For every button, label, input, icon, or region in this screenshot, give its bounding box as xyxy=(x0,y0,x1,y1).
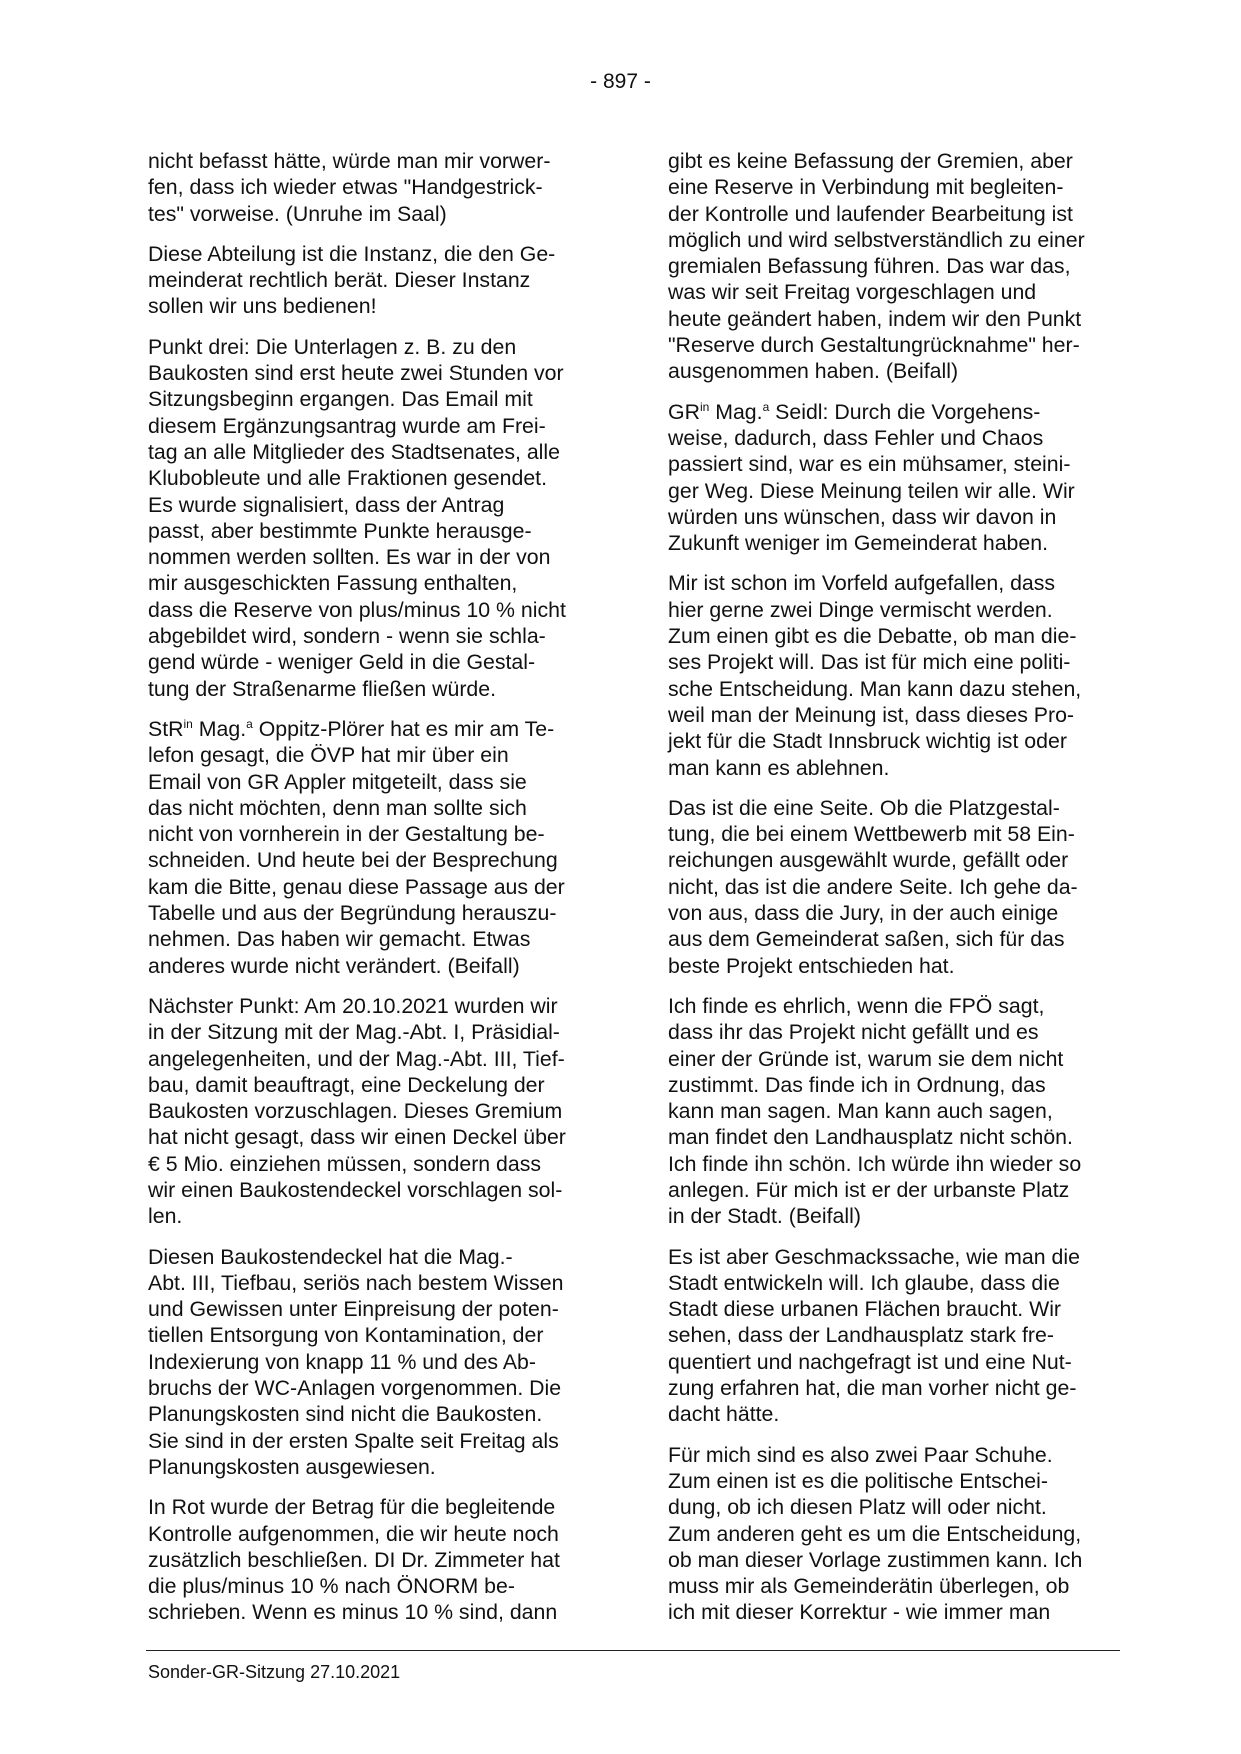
paragraph: Ich finde es ehrlich, wenn die FPÖ sagt, dass ihr das Projekt nicht gefällt und es einer der Gründe ist, warum sie dem nicht zustimmt. Das finde ich in Ordnung, das kann man sagen. Man kann auch sagen, man findet den Landhausplatz nicht schön. Ich finde ihn schön. Ich würde ihn wieder so anlegen. Für mich ist er der urbanste Platz in der Stadt. (Beifall) xyxy=(668,993,1082,1229)
paragraph: StR$^{in}$ Mag.$^a$ Oppitz-Plörer hat es mir am Te- lefon gesagt, die ÖVP hat mir über ein Email von GR Appler mitgeteilt, dass sie das nicht möchten, denn man sollte sich nicht von vornherein in der Gestaltung be- schneiden. Und heute bei der Besprechung kam die Bitte, genau diese Passage aus der Tabelle und aus der Begründung herauszu- nehmen. Das haben wir gemacht. Etwas anderes wurde nicht verändert. (Beifall) xyxy=(148,716,565,978)
paragraph: Diesen Baukostendeckel hat die Mag.- Abt. III, Tiefbau, seriös nach bestem Wissen und Gewissen unter Einpreisung der poten- tiellen Entsorgung von Kontamination, der Indexierung von knapp 11 % und des Ab- bruchs der WC-Anlagen vorgenommen. Die Planungskosten sind nicht die Baukosten. Sie sind in der ersten Spalte seit Freitag als Planungskosten ausgewiesen. xyxy=(148,1244,564,1479)
paragraph: Für mich sind es also zwei Paar Schuhe. Zum einen ist es die politische Entschei- dung, ob ich diesen Platz will oder nicht. Zum anderen geht es um die Entscheidung, ob man dieser Vorlage zustimmen kann. Ich muss mir als Gemeinderätin überlegen, ob ich mit dieser Korrektur - wie immer man xyxy=(668,1442,1083,1625)
footer-divider xyxy=(146,1650,1120,1651)
paragraph: Das ist die eine Seite. Ob die Platzgestal- tung, die bei einem Wettbewerb mit 58 Ein- reichungen ausgewählt wurde, gefällt oder nicht, das ist die andere Seite. Ich gehe da- von aus, dass die Jury, in der auch einige aus dem Gemeinderat saßen, sich für das beste Projekt entschieden hat. xyxy=(668,795,1078,978)
paragraph: Diese Abteilung ist die Instanz, die den Ge- meinderat rechtlich berät. Dieser Instanz sollen wir uns bedienen! xyxy=(148,241,556,319)
paragraph: Nächster Punkt: Am 20.10.2021 wurden wir in der Sitzung mit der Mag.-Abt. I, Präsidial- angelegenheiten, und der Mag.-Abt. III, Tief- bau, damit beauftragt, eine Deckelung der Baukosten vorzuschlagen. Dieses Gremium hat nicht gesagt, dass wir einen Deckel über € 5 Mio. einziehen müssen, sondern dass wir einen Baukostendeckel vorschlagen sol- len. xyxy=(148,993,566,1229)
footer-session-label: Sonder-GR-Sitzung 27.10.2021 xyxy=(148,1662,401,1682)
paragraph: Mir ist schon im Vorfeld aufgefallen, dass hier gerne zwei Dinge vermischt werden. Zum einen gibt es die Debatte, ob man die- ses Projekt will. Das ist für mich eine politi- sche Entscheidung. Man kann dazu stehen, weil man der Meinung ist, dass dieses Pro- jekt für die Stadt Innsbruck wichtig ist oder man kann es ablehnen. xyxy=(668,571,1082,780)
paragraph: nicht befasst hätte, würde man mir vorwer- fen, dass ich wieder etwas "Handgestrick- tes" vorweise. (Unruhe im Saal) xyxy=(148,149,551,226)
left-text-column xyxy=(148,148,593,1640)
paragraph: Es ist aber Geschmackssache, wie man die Stadt entwickeln will. Ich glaube, dass die Stadt diese urbanen Flächen braucht. Wir sehen, dass der Landhausplatz stark fre- quentiert und nachgefragt ist und eine Nut- zung erfahren hat, die man vorher nicht ge- dacht hätte. xyxy=(668,1244,1080,1427)
paragraph: gibt es keine Befassung der Gremien, aber eine Reserve in Verbindung mit begleiten- der Kontrolle und laufender Bearbeitung ist möglich und wird selbstverständlich zu einer gremialen Befassung führen. Das war das, was wir seit Freitag vorgeschlagen und heute geändert haben, indem wir den Punkt "Reserve durch Gestaltungrücknahme" her- ausgenommen haben. (Beifall) xyxy=(668,149,1085,384)
right-text-column xyxy=(668,148,1113,1640)
paragraph: $GR^{in}$ Mag.$^a$ Seidl: Durch die Vorgehens- weise, dadurch, dass Fehler und Chaos passiert sind, war es ein mühsamer, steini- ger Weg. Diese Meinung teilen wir alle. Wir würden uns wünschen, dass wir davon in Zukunft weniger im Gemeinderat haben. xyxy=(668,399,1075,556)
paragraph: Punkt drei: Die Unterlagen z. B. zu den Baukosten sind erst heute zwei Stunden vor Sitzungsbeginn ergangen. Das Email mit diesem Ergänzungsantrag wurde am Frei- tag an alle Mitglieder des Stadtsenates, alle Klubobleute und alle Fraktionen gesendet. Es wurde signalisiert, dass der Antrag passt, aber bestimmte Punkte herausge- nommen werden sollten. Es war in der von mir ausgeschickten Fassung enthalten, dass die Reserve von plus/minus 10 % nicht abgebildet wird, sondern - wenn sie schla- gend würde - weniger Geld in die Gestal- tung der Straßenarme fließen würde. xyxy=(148,334,566,701)
paragraph: In Rot wurde der Betrag für die begleitende Kontrolle aufgenommen, die wir heute noch zusätzlich beschließen. DI Dr. Zimmeter hat die plus/minus 10 % nach ÖNORM be- schrieben. Wenn es minus 10 % sind, dann xyxy=(148,1495,560,1625)
page-number: - 897 - xyxy=(590,70,651,93)
